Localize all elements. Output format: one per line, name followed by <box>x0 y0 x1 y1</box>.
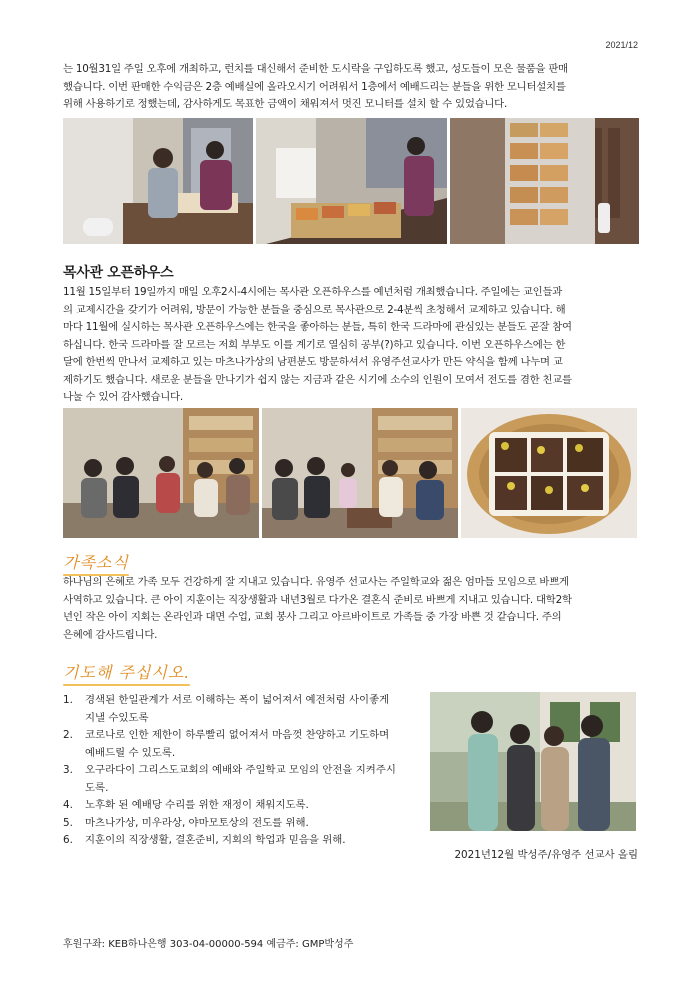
intro-line: 위해 사용하기로 정했는데, 감사하게도 목표한 금액이 채워져서 멋진 모니터를 설치 할 수 있었습니다. <box>63 98 508 110</box>
bazaar-photo-row <box>63 118 639 244</box>
openhouse-paragraph <box>63 284 639 407</box>
prayer-item <box>63 727 423 762</box>
prayer-number: 3. <box>63 764 73 776</box>
prayer-number: 5. <box>63 816 73 829</box>
issue-date: 2021/12 <box>605 40 638 50</box>
prayer-item <box>63 797 423 815</box>
bazaar-photo-1 <box>63 118 253 244</box>
prayer-item <box>63 815 423 833</box>
openhouse-photo-row <box>63 408 637 538</box>
prayer-text: 코로나로 인한 제한이 하루빨리 없어져서 마음껏 찬양하고 기도하며 <box>85 729 390 741</box>
family-line: 은혜에 감사드립니다. <box>63 628 158 641</box>
intro-line: 는 10월31일 주일 오후에 개최하고, 런치를 대신해서 준비한 도시락을 구입하도록 했고, 성도들이 모은 물품을 판매 <box>63 63 568 75</box>
prayer-text: 지훈이의 직장생활, 결혼준비, 지회의 학업과 믿음을 위해. <box>85 834 346 846</box>
openhouse-line: 의 교제시간을 갖기가 어려워, 방문이 가능한 분들을 중심으로 목사관으로 2-4분씩 초청해서 교제하고 있습니다. 해 <box>63 303 566 316</box>
prayer-text: 예배드릴 수 있도록. <box>85 746 176 759</box>
yaksik-photo <box>461 408 637 538</box>
prayer-text: 오구라다이 그리스도교회의 예배와 주일학교 모임의 안전을 지켜주시 <box>85 764 396 776</box>
openhouse-line: 하십니다. 한국 드라마를 잘 모르는 저희 부부도 이를 계기로 열심히 공부(?)하고 있습니다. 이번 오픈하우스에는 한 <box>63 338 566 351</box>
prayer-number: 6. <box>63 834 73 846</box>
openhouse-line: 마다 11월에 실시하는 목사관 오픈하우스에는 한국을 좋아하는 분들, 특히 한국 드라마에 관심있는 분들도 곧잘 참여 <box>63 321 572 333</box>
prayer-text: 지낼 수있도록 <box>85 711 149 724</box>
openhouse-line: 제하기도 했습니다. 새로운 분들을 만나기가 쉽지 않는 지금과 같은 시기에 소수의 인원이 모여서 전도를 겸한 친교를 <box>63 373 572 386</box>
intro-line: 했습니다. 이번 판매한 수익금은 2층 예배실에 올라오시기 어려워서 1층에서 예배드리는 분들을 위한 모니터설치를 <box>63 80 566 93</box>
openhouse-line: 11월 15일부터 19일까지 매일 오후2시-4시에는 목사관 오픈하우스를 예년처럼 개최했습니다. 주일에는 교인들과 <box>63 286 563 298</box>
family-line: 사역하고 있습니다. 큰 아이 지훈이는 직장생활과 내년3월로 다가온 결혼식 준비로 바쁘게 지내고 있습니다. 대학2학 <box>63 593 572 606</box>
bazaar-photo-3 <box>450 118 639 244</box>
family-line: 년인 작은 아이 지회는 온라인과 대면 수업, 교회 봉사 그리고 아르바이트로 가족들 중 가장 바쁜 것 같습니다. 주의 <box>63 611 562 623</box>
family-line: 하나님의 은혜로 가족 모두 건강하게 잘 지내고 있습니다. 유영주 선교사는 주일학교와 젊은 엄마들 모임으로 바쁘게 <box>63 576 569 588</box>
openhouse-line: 나눌 수 있어 감사했습니다. <box>63 391 183 403</box>
prayer-item <box>63 832 423 850</box>
signature-caption: 2021년12월 박성주/유영주 선교사 올림 <box>454 849 638 861</box>
prayer-text: 도록. <box>85 781 109 794</box>
openhouse-photo-2 <box>262 408 458 538</box>
prayer-list <box>63 692 423 850</box>
prayer-text: 노후화 된 예배당 수리를 위한 재정이 채워지도록. <box>85 799 309 811</box>
openhouse-line: 달에 한번씩 만나서 교제하고 있는 마츠나가상의 남편분도 방문하셔서 유영주선교사가 만든 약식을 함께 나누며 교 <box>63 356 563 368</box>
family-paragraph <box>63 574 639 644</box>
family-photo <box>430 692 636 831</box>
family-title-text: 가족소식 <box>63 553 129 572</box>
prayer-title-underline <box>63 684 190 686</box>
prayer-text: 마츠나가상, 미우라상, 야마모토상의 전도를 위해. <box>85 816 309 829</box>
prayer-text: 경색된 한일관계가 서로 이해하는 폭이 넓어져서 예전처럼 사이좋게 <box>85 694 390 706</box>
prayer-number: 2. <box>63 729 73 741</box>
prayer-item <box>63 762 423 797</box>
bazaar-photo-2 <box>256 118 447 244</box>
prayer-title <box>63 660 190 686</box>
prayer-number: 4. <box>63 799 73 811</box>
prayer-title-text: 기도해 주십시오. <box>63 663 191 682</box>
openhouse-title: 목사관 오픈하우스 <box>63 265 174 281</box>
intro-paragraph <box>63 61 639 114</box>
openhouse-photo-1 <box>63 408 259 538</box>
prayer-item <box>63 692 423 727</box>
family-title <box>63 550 129 576</box>
bank-account-footer: 후원구좌: KEB하나은행 303-04-00000-594 예금주: GMP박성주 <box>63 939 354 950</box>
prayer-number: 1. <box>63 694 73 706</box>
